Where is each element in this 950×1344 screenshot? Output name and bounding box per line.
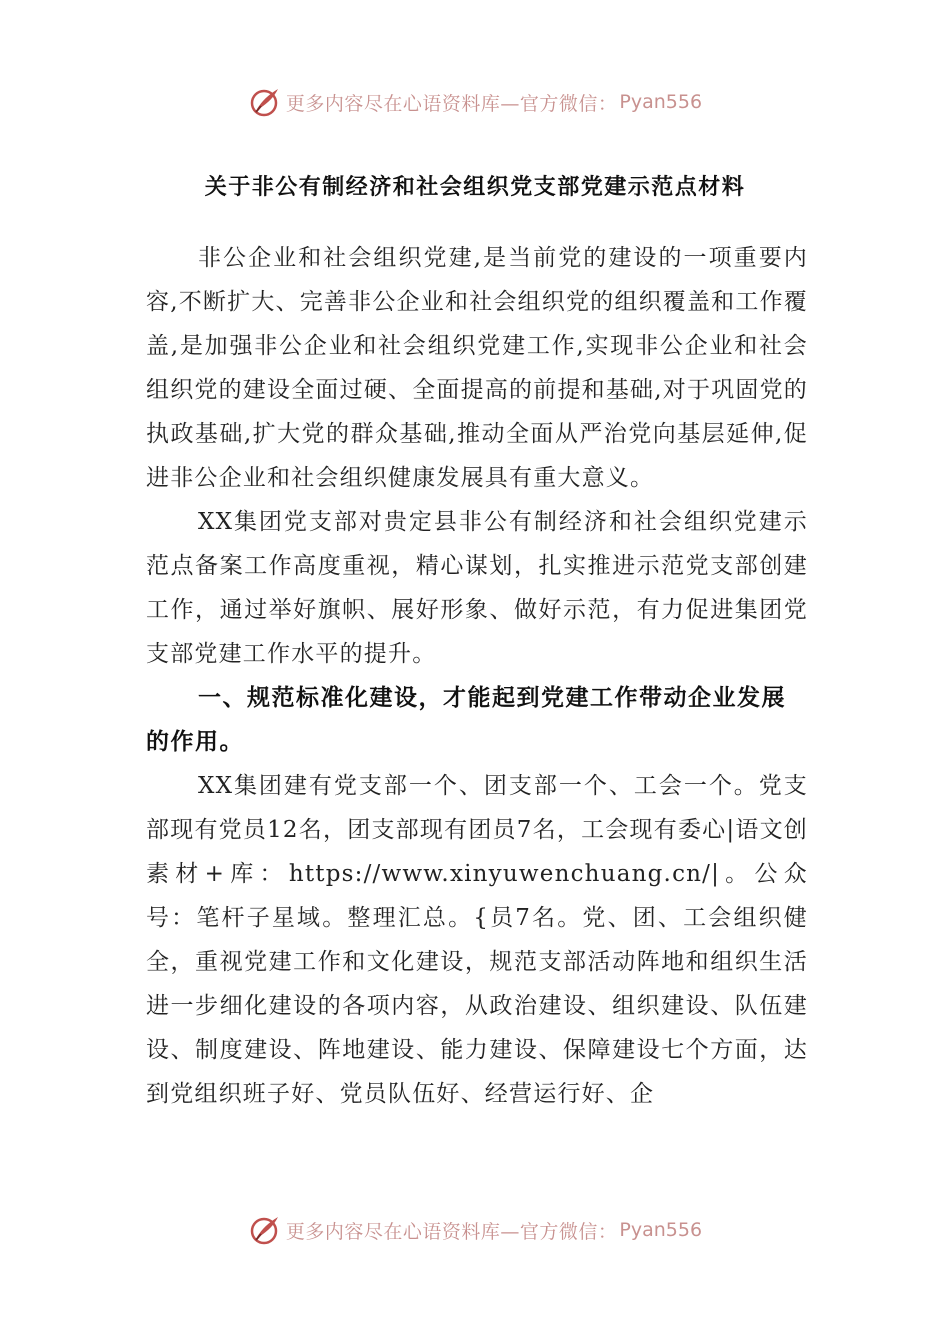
- watermark-text: 更多内容尽在心语资料库—官方微信：: [285, 92, 618, 115]
- intro-paragraph: 非公企业和社会组织党建,是当前党的建设的一项重要内容,不断扩大、完善非公企业和社会组织党的组织覆盖和工作覆盖,是加强非公企业和社会组织党建工作,实现非公企业和社会组织党的建设全面过硬、全面提高的前提和基础,对于巩固党的执政基础,扩大党的群众基础,推动全面从严治党向基层延伸,促进非公企业和社会组织健康发展具有重大意义。: [146, 245, 808, 491]
- quill-circle-icon: [248, 1213, 282, 1247]
- watermark-contact: Pyan556: [619, 91, 703, 113]
- footer-watermark: [0, 1210, 950, 1250]
- quill-circle-icon: [248, 85, 282, 119]
- section-paragraph: XX集团建有党支部一个、团支部一个、工会一个。党支部现有党员12名，团支部现有团员7名，工会现有委心|语文创素材+库：https://www.xinyuwenchuang.cn/|。公众号：笔杆子星域。整理汇总。{员7名。党、团、工会组织健全，重视党建工作和文化建设，规范支部活动阵地和组织生活进一步细化建设的各项内容，从政治建设、组织建设、队伍建设、制度建设、阵地建设、能力建设、保障建设七个方面，达到党组织班子好、党员队伍好、经营运行好、企: [146, 773, 808, 1107]
- watermark-contact: Pyan556: [619, 1219, 703, 1241]
- watermark-text: 更多内容尽在心语资料库—官方微信：: [285, 1220, 618, 1243]
- section-heading: 一、规范标准化建设，才能起到党建工作带动企业发展的作用。: [146, 685, 786, 755]
- document-title: 关于非公有制经济和社会组织党支部党建示范点材料: [204, 175, 746, 200]
- overview-paragraph: XX集团党支部对贵定县非公有制经济和社会组织党建示范点备案工作高度重视，精心谋划，扎实推进示范党支部创建工作，通过举好旗帜、展好形象、做好示范，有力促进集团党支部党建工作水平的提升。: [146, 509, 808, 667]
- document-body: [146, 236, 808, 1116]
- header-watermark: [0, 82, 950, 122]
